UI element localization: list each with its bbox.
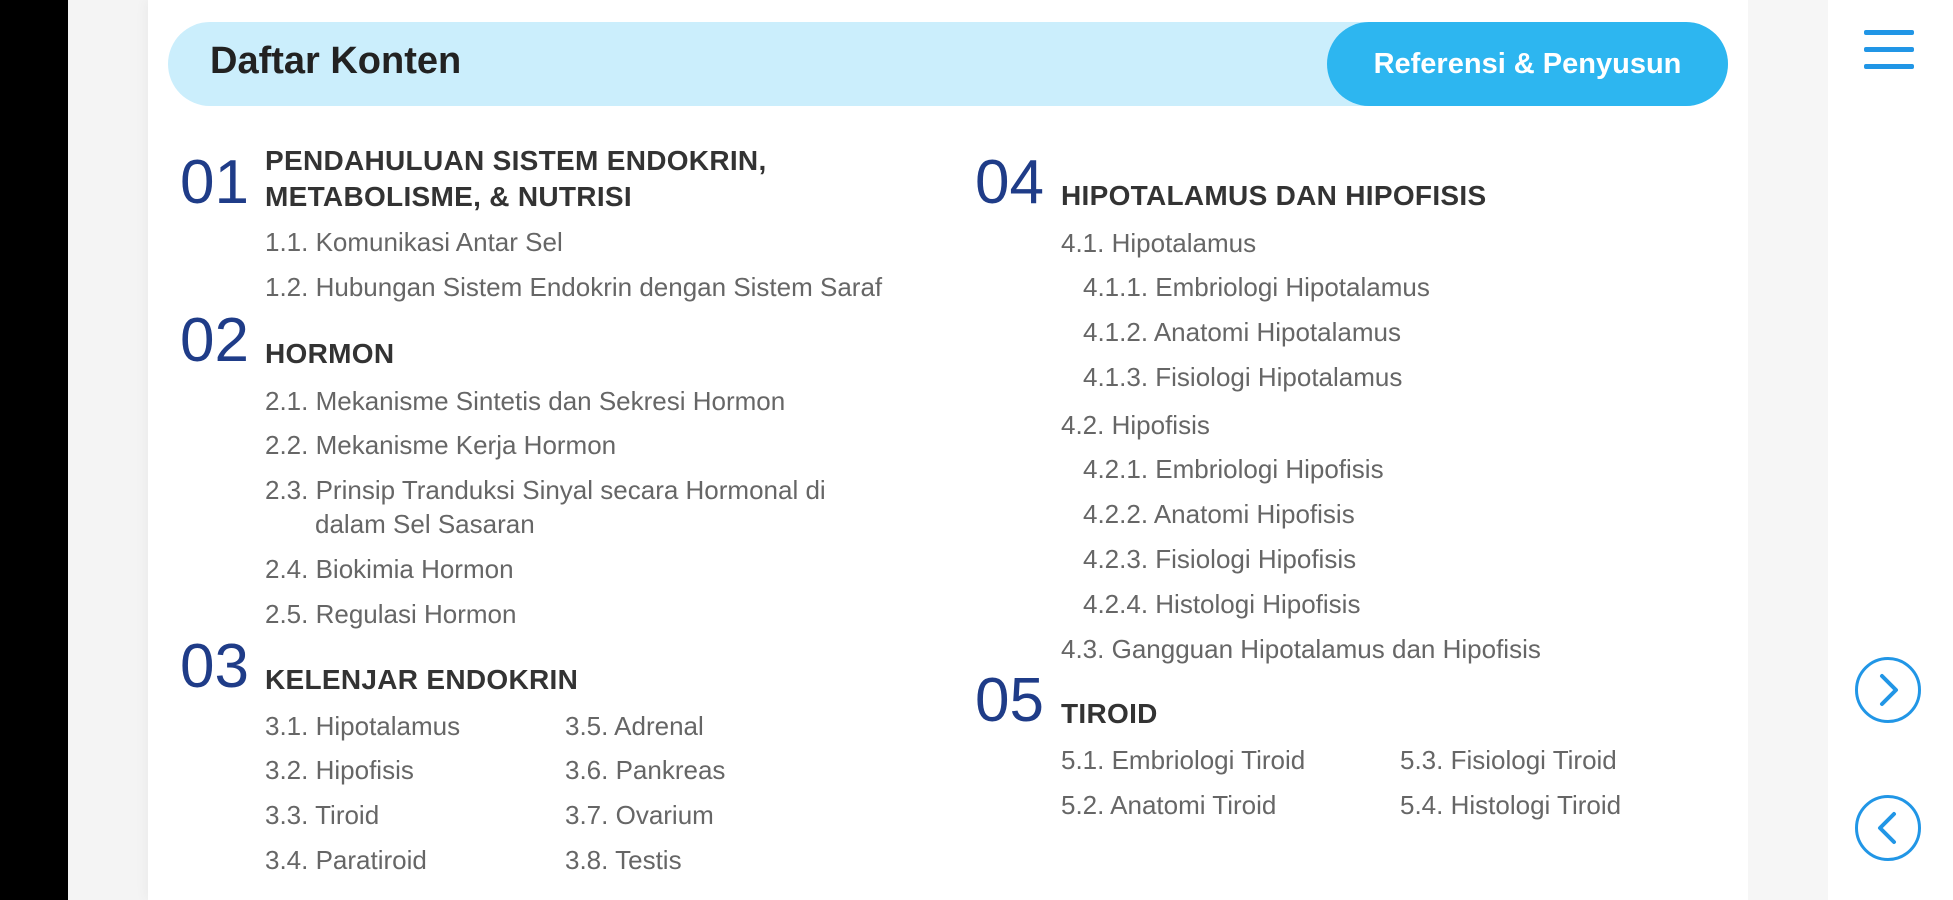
toc-item[interactable]: 1.2. Hubungan Sistem Endokrin dengan Sistem Saraf: [265, 272, 883, 302]
toc-subitem[interactable]: 4.2.3. Fisiologi Hipofisis: [1083, 544, 1357, 574]
toc-item[interactable]: 3.5. Adrenal: [565, 711, 704, 741]
chevron-right-icon: [1858, 660, 1918, 720]
section-number: 05: [975, 666, 1044, 735]
right-nav-panel: [1828, 0, 1953, 900]
toc-item[interactable]: 3.6. Pankreas: [565, 755, 726, 785]
toc-item[interactable]: 2.3. Prinsip Tranduksi Sinyal secara Hormonal di dalam Sel Sasaran: [265, 475, 826, 539]
page-title: Daftar Konten: [210, 40, 462, 82]
toc-item[interactable]: 3.2. Hipofisis: [265, 755, 414, 785]
toc-subitem[interactable]: 4.1.3. Fisiologi Hipotalamus: [1083, 362, 1403, 392]
toc-subitem[interactable]: 4.2.2. Anatomi Hipofisis: [1083, 499, 1355, 529]
left-gutter: [68, 0, 148, 900]
toc-item[interactable]: 1.1. Komunikasi Antar Sel: [265, 227, 563, 257]
section-title[interactable]: PENDAHULUAN SISTEM ENDOKRIN, METABOLISME, & NUTRISI: [265, 145, 767, 212]
toc-item[interactable]: 3.7. Ovarium: [565, 800, 714, 830]
chevron-left-icon: [1858, 798, 1918, 858]
toc-item[interactable]: 4.1. Hipotalamus: [1061, 228, 1257, 258]
section-number: 04: [975, 148, 1044, 217]
section-title[interactable]: KELENJAR ENDOKRIN: [265, 664, 579, 695]
toc-item[interactable]: 4.2. Hipofisis: [1061, 410, 1210, 440]
section-number: 02: [180, 306, 249, 375]
reference-button[interactable]: Referensi & Penyusun: [1327, 22, 1728, 106]
toc-item[interactable]: 2.4. Biokimia Hormon: [265, 554, 514, 584]
toc-item[interactable]: 2.5. Regulasi Hormon: [265, 599, 517, 629]
toc-subitem[interactable]: 4.1.1. Embriologi Hipotalamus: [1083, 272, 1430, 302]
section-number: 01: [180, 148, 249, 217]
toc-item[interactable]: 5.3. Fisiologi Tiroid: [1400, 745, 1617, 775]
toc-item[interactable]: 3.4. Paratiroid: [265, 845, 427, 875]
toc-subitem[interactable]: 4.2.1. Embriologi Hipofisis: [1083, 454, 1384, 484]
section-title[interactable]: TIROID: [1061, 698, 1158, 729]
section-number: 03: [180, 632, 249, 701]
toc-item[interactable]: 3.8. Testis: [565, 845, 682, 875]
toc-item[interactable]: 5.4. Histologi Tiroid: [1400, 790, 1622, 820]
hamburger-menu-icon[interactable]: [1862, 28, 1916, 72]
left-edge-bar: [0, 0, 68, 900]
section-title[interactable]: HORMON: [265, 338, 395, 369]
section-title[interactable]: HIPOTALAMUS DAN HIPOFISIS: [1061, 180, 1487, 211]
toc-item[interactable]: 2.1. Mekanisme Sintetis dan Sekresi Hormon: [265, 386, 786, 416]
previous-page-button[interactable]: [1855, 795, 1921, 861]
toc-item[interactable]: 2.2. Mekanisme Kerja Hormon: [265, 430, 617, 460]
toc-item[interactable]: 5.1. Embriologi Tiroid: [1061, 745, 1306, 775]
toc-subitem[interactable]: 4.2.4. Histologi Hipofisis: [1083, 589, 1361, 619]
right-gutter: [1748, 0, 1828, 900]
next-page-button[interactable]: [1855, 657, 1921, 723]
toc-item[interactable]: 4.3. Gangguan Hipotalamus dan Hipofisis: [1061, 634, 1541, 664]
toc-item[interactable]: 3.3. Tiroid: [265, 800, 380, 830]
toc-subitem[interactable]: 4.1.2. Anatomi Hipotalamus: [1083, 317, 1401, 347]
toc-item[interactable]: 3.1. Hipotalamus: [265, 711, 461, 741]
toc-item[interactable]: 5.2. Anatomi Tiroid: [1061, 790, 1277, 820]
